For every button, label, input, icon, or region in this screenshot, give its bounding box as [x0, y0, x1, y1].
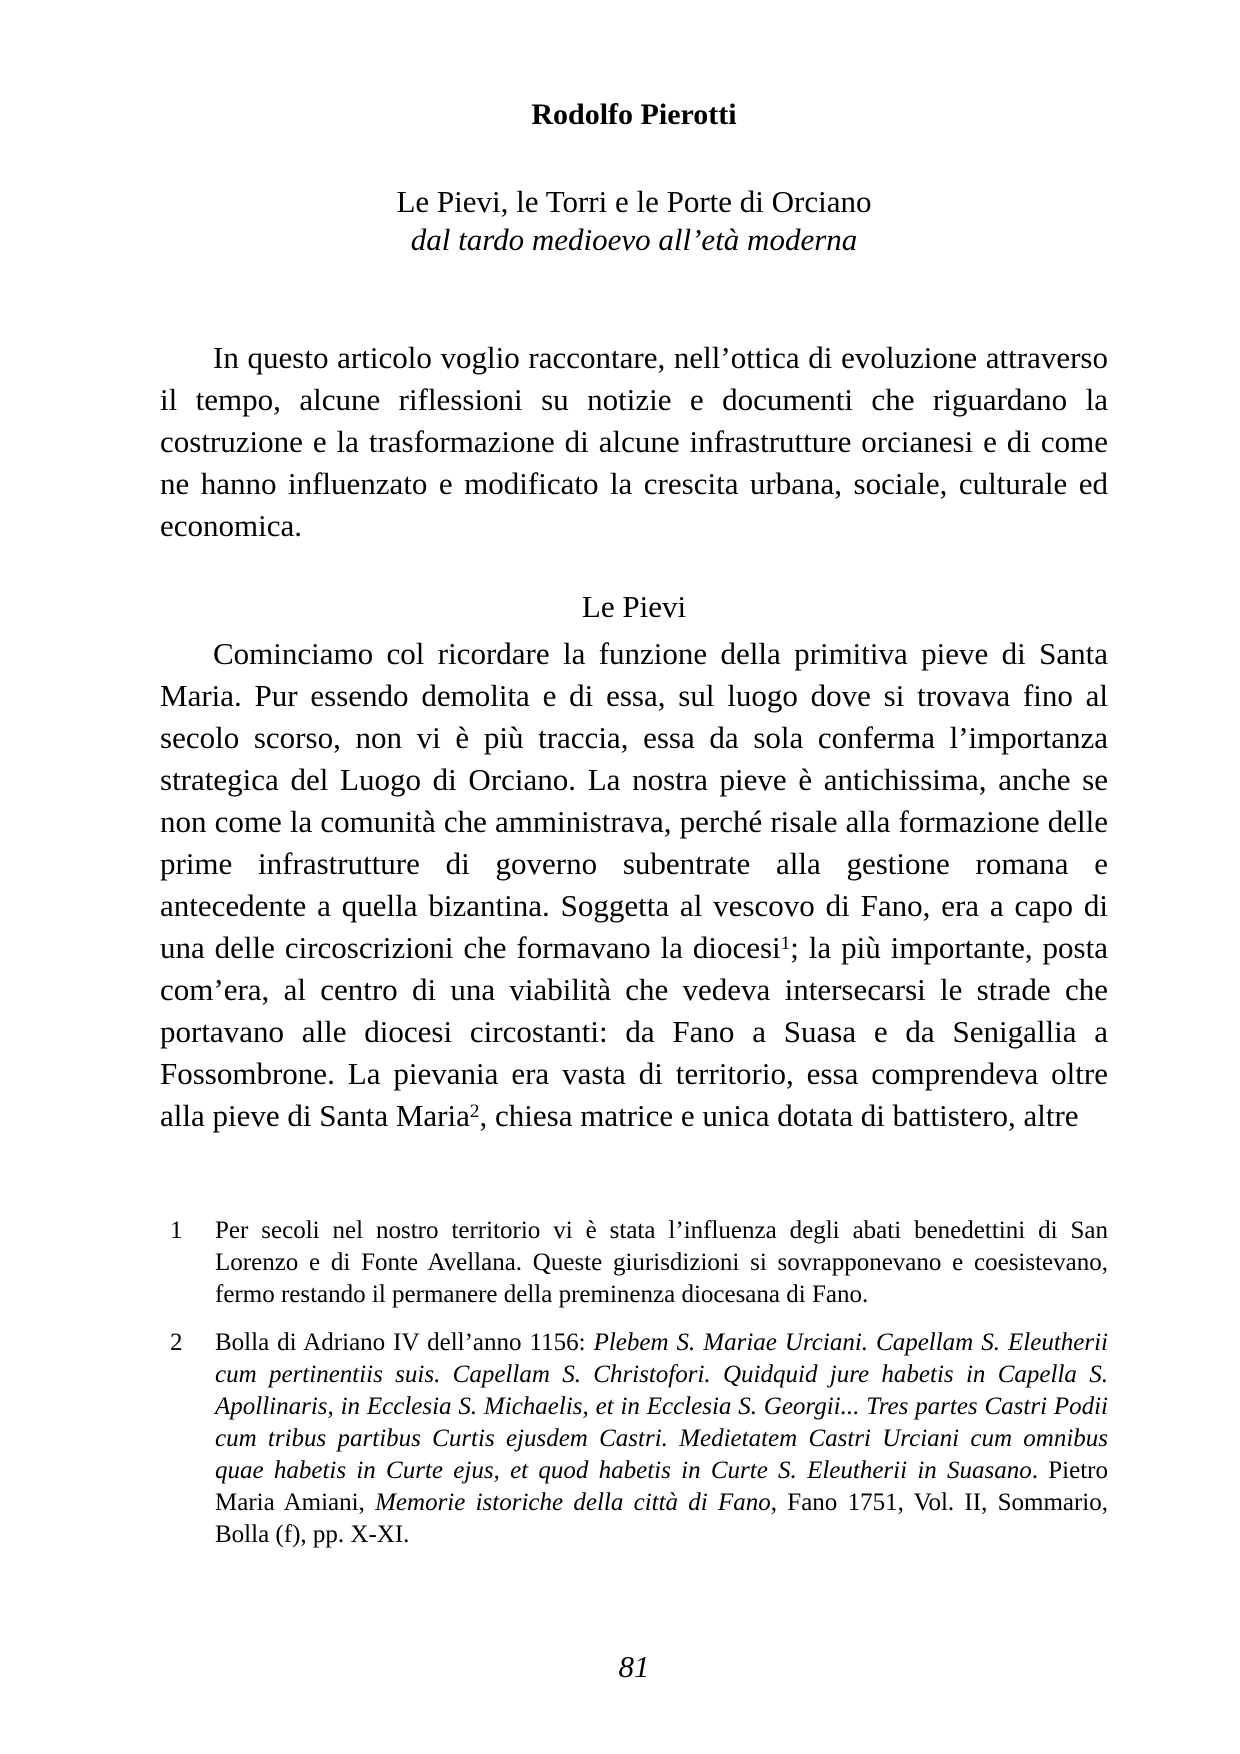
- section-paragraph: Cominciamo col ricordare la funzione della primitiva pieve di Santa Maria. Pur essendo demolita e di essa, sul luogo dove si trovava fino al secolo scorso, non vi è più traccia, essa da sola conferma l’importanza strategica del Luogo di Orciano. La nostra pieve è antichissima, anche se non come la comunità che amministrava, perché risale alla formazione delle prime infrastrutture di governo subentrate alla gestione romana e antecedente a quella bizantina. Soggetta al vescovo di Fano, era a capo di una delle circoscrizioni che formavano la diocesi$^1$; la più importante, posta com’era, al centro di una viabilità che vedeva intersecarsi le strade che portavano alle diocesi circostanti: da Fano a Suasa e da Senigallia a Fossombrone. La pievania era vasta di territorio, essa comprendeva oltre alla pieve di Santa Maria$^2$, chiesa matrice e unica dotata di battistero, altre: [160, 636, 1108, 1133]
- intro-paragraph: In questo articolo voglio raccontare, nell’ottica di evoluzione attraverso il tempo, alcune riflessioni su notizie e documenti che riguardano la costruzione e la trasformazione di alcune infrastrutture orcianesi e di come ne hanno influenzato e modificato la crescita urbana, sociale, culturale ed economica.: [160, 340, 1108, 543]
- italic-citation-text: Plebem S. Mariae Urciani. Capellam S. Eleutherii cum pertinentiis suis. Capellam S. Christofori. Quidquid jure habetis in Capella S. Apollinaris, in Ecclesia S. Michaelis, et in Ecclesia S. Georgii... Tres partes Castri Podii cum tribus partibus Curtis ejusdem Castri. Medietatem Castri Urciani cum omnibus quae habetis in Curte ejus, et quod habetis in Curte S. Eleutherii in Suasano: [215, 1329, 1108, 1484]
- footnote-2-number: 2: [170, 1329, 183, 1356]
- footnote-1: [160, 1215, 1108, 1311]
- page-number: 81: [618, 1649, 650, 1684]
- footnote-ref-1: 1: [780, 933, 791, 954]
- article-title-line2: dal tardo medioevo all’età moderna: [410, 222, 858, 257]
- footnote-2-text: Bolla di Adriano IV dell’anno 1156: Plebem S. Mariae Urciani. Capellam S. Eleutherii cum pertinentiis suis. Capellam S. Christofori. Quidquid jure habetis in Capella S. Apollinaris, in Ecclesia S. Michaelis, et in Ecclesia S. Georgii... Tres partes Castri Podii cum tribus partibus Curtis ejusdem Castri. Medietatem Castri Urciani cum omnibus quae habetis in Curte ejus, et quod habetis in Curte S. Eleutherii in Suasano. Pietro Maria Amiani, Memorie istoriche della città di Fano, Fano 1751, Vol. II, Sommario, Bolla (f), pp. X-XI.: [215, 1329, 1109, 1548]
- italic-citation-text: Memorie istoriche della città di Fano: [375, 1489, 771, 1516]
- footnote-1-number: 1: [170, 1217, 183, 1244]
- section-heading: Le Pievi: [581, 589, 687, 624]
- author-name: Rodolfo Pierotti: [531, 98, 737, 131]
- footnote-1-text: Per secoli nel nostro territorio vi è stata l’influenza degli abati benedettini di San Lorenzo e di Fonte Avellana. Queste giurisdizioni si sovrapponevano e coesistevano, fermo restando il permanere della preminenza diocesana di Fano.: [215, 1217, 1108, 1308]
- article-title-line1: Le Pievi, le Torri e le Porte di Orciano: [396, 184, 872, 219]
- article-title: [160, 183, 1108, 259]
- footnotes-block: [160, 1215, 1108, 1551]
- footnote-ref-2: 2: [469, 1101, 480, 1122]
- footnote-2: [160, 1327, 1108, 1551]
